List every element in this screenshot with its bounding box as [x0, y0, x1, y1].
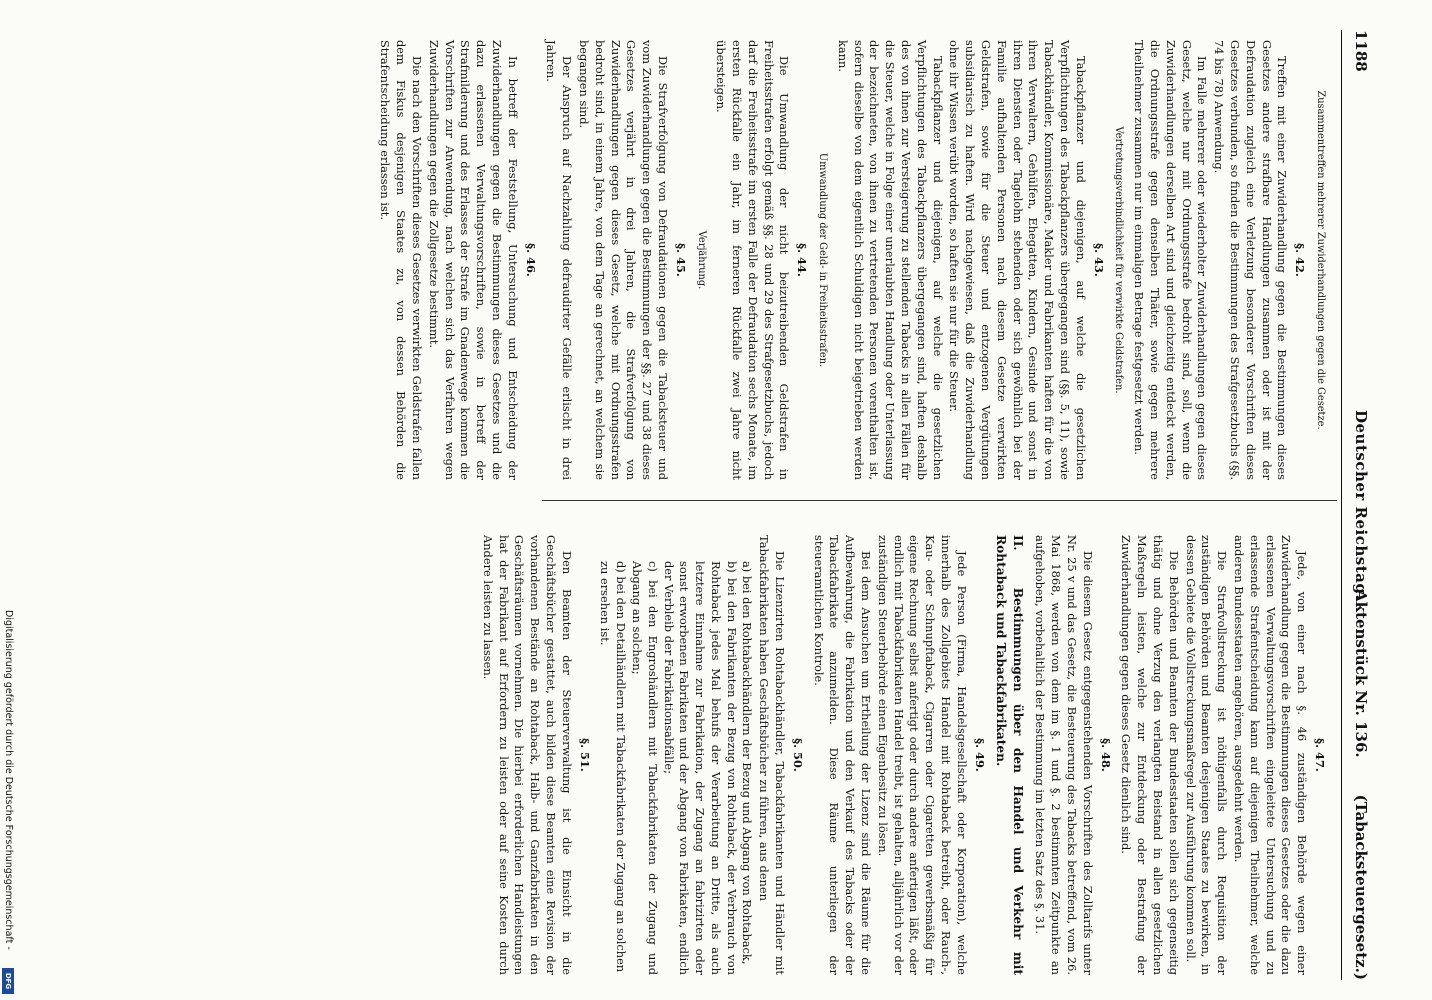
- part-2-title: Bestimmungen über den Handel und Verkehr mit Rohtaback und Tabackfabrikaten.: [993, 535, 1025, 975]
- section-42-paragraph-1: Treffen mit einer Zuwiderhandlung gegen die Bestimmungen dieses Gesetzes andere strafbare Handlungen zusammen oder ist mit der Defraudation zugleich eine Verletzung besonderer Vorschriften dieses Gesetzes verbunden, so finden die Bestimmungen des Strafgesetzbuchs (§§. 74 bis 78) Anwendung.: [1212, 40, 1290, 480]
- header-rule: [1341, 30, 1342, 980]
- digitization-note-text: Digitalisierung gefördert durch die Deutsche Forschungsgemeinschaft -: [3, 610, 14, 950]
- section-49-number: §. 49.: [972, 738, 987, 772]
- issue-number: Aktenstück Nr. 136.: [1352, 590, 1370, 758]
- dfg-logo-icon: [2, 968, 14, 994]
- section-50-item-a: a) bei den Rohtabackhändlern der Bezug und Abgang von Rohtaback,: [740, 561, 755, 965]
- section-45-number: §. 45.: [673, 243, 688, 277]
- section-43-sidenote: Vertretungsverbindlichkeit für verwirkte Geldstrafen.: [1113, 126, 1125, 394]
- section-43-number: §. 43.: [1091, 243, 1106, 277]
- page-number: 1188: [1352, 30, 1370, 72]
- section-50-paragraph-1: Die Lizenzirten Rohtabackhändler, Tabackfabrikanten und Händler mit Tabackfabrikaten haben Geschäftsbücher zu führen, aus denen: [757, 535, 788, 975]
- part-2-label: II.: [1010, 535, 1025, 551]
- dfg-logo-text: DFG: [4, 972, 12, 990]
- section-45-paragraph-1: Die Strafverfolgung von Defraudationen gegen die Tabacksteuer und vom Zuwiderhandlungen gegen die Bestimmungen der §§. 27 und 38 dieses Gesetzes verjährt in drei Jahren, die Strafverfolgung von Zuwiderhandlungen gegen dieses Gesetz, welche mit Ordnungsstrafen bedroht sind, in einem Jahre, von dem Tage an gerechnet, an welchem sie begangen sind.: [576, 40, 670, 480]
- right-column: [478, 535, 1332, 975]
- document-title: (Tabacksteuergesetz.): [1352, 794, 1370, 980]
- section-49-paragraph-1: Jede Person (Firma, Handelsgesellschaft oder Korporation), welche innerhalb des Zollgebiets Handel mit Rohtaback betreibt, oder Rauch-, Kau- oder Schnupftaback, Cigarren oder Cigaretten gewerbsmäßig für eigene Rechnung selbst anfertigt oder durch andere anfertigen läßt, oder endlich mit Tabackfabrikaten Handel treibt, ist gehalten, alljährlich vor der zuständigen Steuerbehörde einen Eigenbesitz zu lösen.: [875, 535, 969, 975]
- section-50-item-c: c) bei den Engroshändlern mit Tabackfabrikaten der Zugang und Abgang an solchen;: [629, 561, 660, 975]
- section-42-sidenote: Zusammentreffen mehrerer Zuwiderhandlungen gegen die Gesetze.: [1315, 90, 1326, 430]
- section-50-item-b: b) bei den Fabrikanten der Bezug von Rohtaback, der Verbrauch von Rohtaback jedes Mal behufs der Verarbeitung an Dritte, als auch letztere Einnahme zur Fabrikation, der Zugang an fabrizirten oder sonst erworbenen Fabrikaten und der Abgang von Fabrikaten, endlich der Verbleib der Fabrikationsabfälle;: [661, 561, 739, 975]
- section-44-sidenote: Umwandlung der Geld- in Freiheitsstrafen.: [817, 152, 829, 368]
- section-47-paragraph-2: Die Strafvollstreckung ist nöthigenfalls durch Requisition der zuständigen Behörden und Beamten desjenigen Staates zu bewirken, in dessen Gebiete die Vollstreckungsmaßregel zur Ausführung kommen soll.: [1183, 535, 1230, 975]
- section-43-paragraph-1: Tabackpflanzer und diejenigen, auf welche die gesetzlichen Verpflichtungen des Tabackpflanzers übergegangen sind (§§. 5, 11), sowie Tabackhändler, Kommissionäre, Makler und Fabrikanten haften für die von ihren Verwaltern, Gehülfen, Ehegatten, Kindern, Gesinde und sonst in ihren Diensten oder Tagelohn stehenden oder sich gewöhnlich bei der Familie aufhaltenden Personen nach diesem Gesetze verwirkten Geldstrafen, sowie für die Steuer und entzogenen Vergütungen subsidiarisch zu haften. Wird nachgewiesen, daß die Zuwiderhandlung ohne ihr Wissen verübt worden, so haften sie nur für die Steuer.: [947, 40, 1088, 480]
- section-47-paragraph-3: Die Behörden und Beamten der Bundesstaaten sollen sich gegenseitig thätig und ohne Verzug den verlangten Beistand in allen gesetzlichen Maßregeln leisten, welche zur Entdeckung oder Bestrafung der Zuwiderhandlungen gegen dieses Gesetz dienlich sind.: [1119, 535, 1181, 975]
- section-42-paragraph-2: Im Falle mehrerer oder wiederholter Zuwiderhandlungen gegen dieses Gesetz, welche nur mit Ordnungsstrafe bedroht sind, soll, wenn die Zuwiderhandlungen derselben Art sind und gleichzeitig entdeckt werden, die Ordnungsstrafe gegen denselben Thäter, sowie gegen mehrere Theilnehmer zusammen nur im einmaligen Betrage festgesetzt werden.: [1132, 40, 1210, 480]
- section-44-paragraph-1: Die Umwandlung der nicht beizutreibenden Geldstrafen in Freiheitsstrafen erfolgt gemäß §§. 28 und 29 des Strafgesetzbuchs, jedoch darf die Freiheitsstrafe im ersten Falle der Defraudation sechs Monate, im ersten Rückfalle ein Jahr, im ferneren Rückfalle zwei Jahre nicht übersteigen.: [714, 40, 792, 480]
- section-50-number: §. 50.: [790, 738, 805, 772]
- section-47-number: §. 47.: [1313, 738, 1327, 772]
- part-2-heading: [992, 535, 1026, 975]
- section-42-number: §. 42.: [1293, 243, 1308, 277]
- section-51-paragraph-1: Den Beamten der Steuerverwaltung ist die Einsicht in die Geschäftsbücher gestattet, auch bilden diese Beamten eine Revision der vorhandenen Bestände an Rohtaback, Halb- und Ganzfabrikaten in den Geschäftsräumen vornehmen. Die hierbei erforderlichen Handleistungen hat der Fabrikant auf Erfordern zu leisten oder auf seine Kosten durch Andere leisten zu lassen.: [480, 535, 574, 975]
- column-divider: [542, 500, 1337, 501]
- digitization-note: [1, 610, 15, 1000]
- left-column: [376, 40, 1332, 480]
- section-43-paragraph-2: Tabackpflanzer und diejenigen, auf welche die gesetzlichen Verpflichtungen des Tabackpflanzers übergegangen sind, haften deshalb des von ihnen zur Versteigerung zu stellenden Tabacks in allen Fällen für die Steuer, welche in Folge einer unerlaubten Handlung oder Unterlassung der bezeichneten, von ihnen zu vertretenden Personen vorenthalten ist, sofern dieselbe von dem eigentlich Schuldigen nicht beigetrieben werden kann.: [835, 40, 945, 480]
- section-45-paragraph-2: Der Anspruch auf Nachzahlung defraudirter Gefälle erlischt in drei Jahren.: [544, 40, 575, 480]
- section-46-paragraph-1: In betreff der Feststellung, Untersuchung und Entscheidung der Zuwiderhandlungen gegen die Bestimmungen dieses Gesetzes und die dazu erlassenen Verwaltungsvorschriften, sowie in betreff der Strafmilderung und des Erlasses der Strafe im Gnadenwege kommen die Vorschriften zur Anwendung, nach welchen sich das Verfahren wegen Zuwiderhandlungen gegen die Zollgesetze bestimmt.: [426, 40, 520, 480]
- section-50-closing: zu ersehen ist.: [598, 561, 613, 646]
- section-46-paragraph-2: Die nach den Vorschriften dieses Gesetzes verwirkten Geldstrafen fallen dem Fiskus desjenigen Staates zu, von dessen Behörden die Strafentscheidung erlassen ist.: [378, 40, 424, 480]
- section-48-number: §. 48.: [1098, 738, 1113, 772]
- publication-title: Deutscher Reichstag.: [1352, 410, 1370, 601]
- page-header: [1344, 30, 1370, 980]
- section-45-sidenote: Verjährung.: [695, 230, 707, 290]
- section-50-item-d: d) bei den Detailhändlern mit Tabackfabrikaten der Zugang an solchen: [614, 561, 629, 973]
- section-44-number: §. 44.: [795, 243, 810, 277]
- section-48-paragraph-1: Die diesem Gesetz entgegenstehenden Vorschriften des Zolltarifs unter Nr. 25 v und das Gesetz, die Besteuerung des Tabacks betreffend, vom 26. Mai 1868, werden von dem im §. 1 und §. 2 bestimmten Zeitpunkte an aufgehoben, vorbehaltlich der Bestimmung im letzten Satz des §. 31.: [1033, 535, 1095, 975]
- section-51-number: §. 51.: [577, 738, 592, 772]
- section-49-paragraph-2: Bei dem Ansuchen um Ertheilung der Lizenz sind die Räume für die Aufbewahrung, die Fabrikation und den Verkauf des Tabacks oder der Tabackfabrikate anzumelden. Diese Räume unterliegen der steueramtlichen Kontrole.: [811, 535, 874, 975]
- section-47-paragraph-1: Jede, von einer nach §. 46 zuständigen Behörde wegen einer Zuwiderhandlung gegen die Bestimmungen dieses Gesetzes oder die dazu erlassenen Verwaltungsvorschriften eingeleitete Untersuchung und zu erlassende Strafentscheidung kann auf diejenigen Theilnehmer, welche anderen Bundesstaaten angehören, ausgedehnt werden.: [1232, 535, 1310, 975]
- section-46-number: §. 46.: [523, 243, 538, 277]
